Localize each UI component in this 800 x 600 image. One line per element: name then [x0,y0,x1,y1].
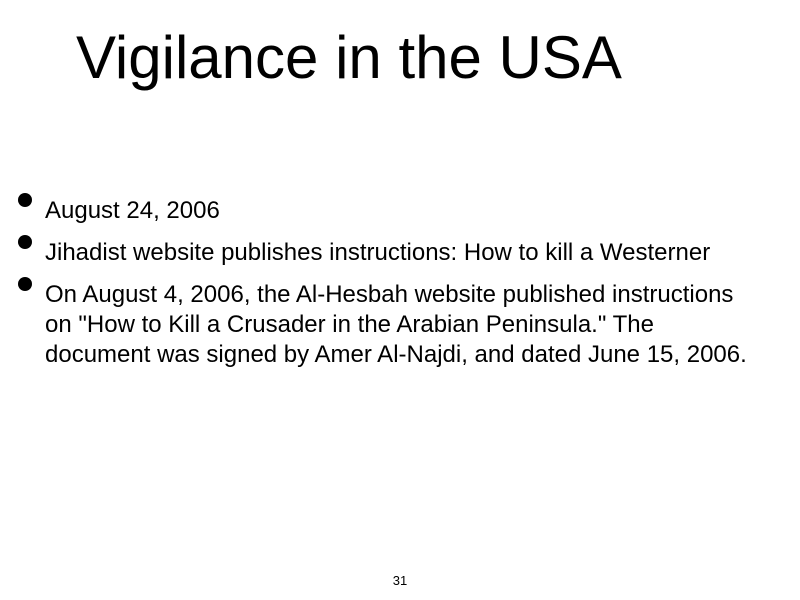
bullet-dot-icon [18,235,32,249]
bullet-item-headline [18,238,763,268]
bullet-dot-icon [18,193,32,207]
bullet-text: August 24, 2006 [45,197,220,224]
slide-title: Vigilance in the USA [76,24,622,91]
bullet-dot-icon [18,277,32,291]
bullet-text: Jihadist website publishes instructions: How to kill a Westerner [45,239,711,266]
bullet-list [18,196,763,382]
page-number: 31 [392,573,408,588]
bullet-text: On August 4, 2006, the Al-Hesbah website published instructions on "How to Kill a Crusader in the Arabian Peninsula." The document was signed by Amer Al-Najdi, and dated June 15, 2006. [45,281,747,368]
bullet-item-details [18,280,763,370]
bullet-item-date [18,196,763,226]
